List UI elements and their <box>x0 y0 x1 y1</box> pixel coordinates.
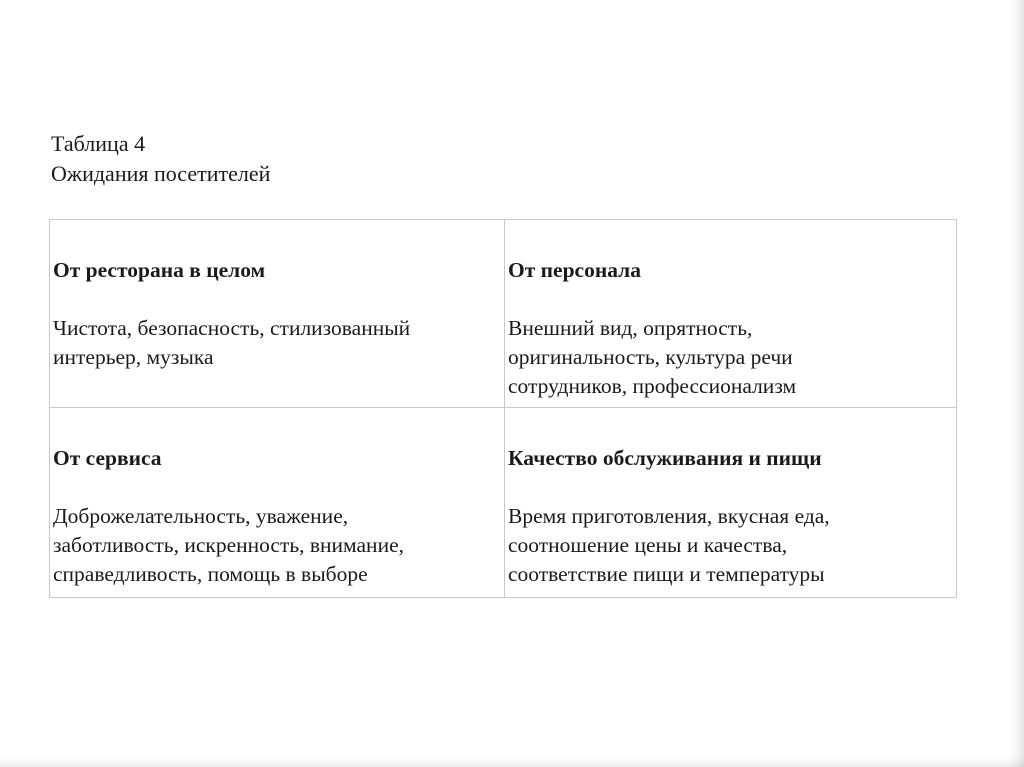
text-line: Чистота, безопасность, стилизованный <box>53 316 411 340</box>
cell-title: От сервиса <box>53 446 162 470</box>
cell-text <box>508 314 956 401</box>
table-row <box>50 220 957 408</box>
text-line: Доброжелательность, уважение, <box>53 504 349 528</box>
expectations-table <box>49 219 957 598</box>
table-cell-service <box>50 408 505 598</box>
text-line: соотношение цены и качества, <box>508 533 788 557</box>
table-cell-quality <box>505 408 957 598</box>
text-line: Время приготовления, вкусная еда, <box>508 504 830 528</box>
cell-text <box>508 502 956 589</box>
cell-text <box>53 502 504 589</box>
text-line: заботливость, искренность, внимание, <box>53 533 404 557</box>
page-edge-shadow <box>1010 0 1024 767</box>
text-line: оригинальность, культура речи <box>508 345 793 369</box>
table-number: Таблица 4 <box>51 131 146 156</box>
table-row <box>50 408 957 598</box>
text-line: сотрудников, профессионализм <box>508 374 797 398</box>
cell-title: От ресторана в целом <box>53 258 266 282</box>
page-edge-shadow <box>0 757 1024 767</box>
table-cell-restaurant <box>50 220 505 408</box>
table-cell-staff <box>505 220 957 408</box>
cell-text <box>53 314 504 372</box>
cell-title: От персонала <box>508 258 641 282</box>
cell-title: Качество обслуживания и пищи <box>508 446 822 470</box>
text-line: справедливость, помощь в выборе <box>53 562 368 586</box>
text-line: Внешний вид, опрятность, <box>508 316 753 340</box>
table-caption <box>51 129 270 189</box>
text-line: соответствие пищи и температуры <box>508 562 825 586</box>
text-line: интерьер, музыка <box>53 345 214 369</box>
table-title: Ожидания посетителей <box>51 161 271 186</box>
